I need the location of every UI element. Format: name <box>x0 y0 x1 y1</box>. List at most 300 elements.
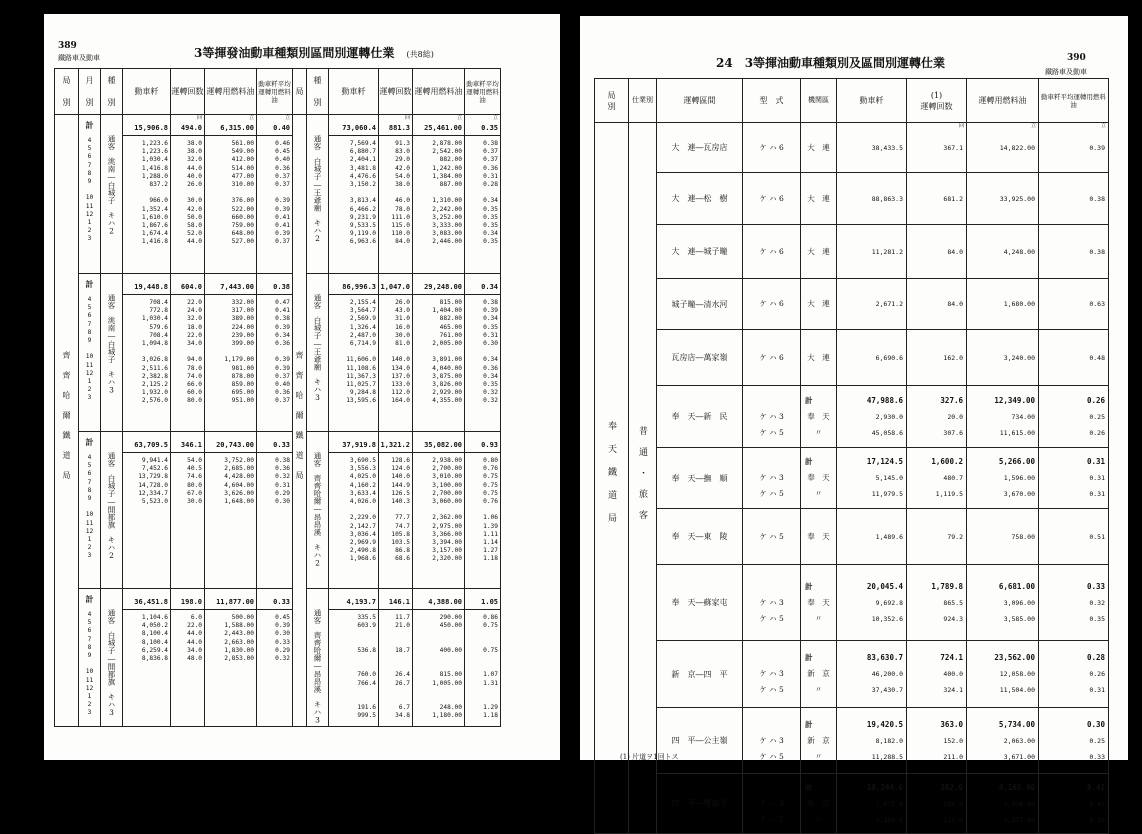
left-km-value: 1,223.6 <box>141 140 168 147</box>
left-runs-value: 38.0 <box>187 140 202 147</box>
right-avg-value <box>465 630 498 638</box>
fuel-value: 6,681.00 <box>998 581 1035 591</box>
left-fuel-value: 2,685.00 <box>224 465 254 473</box>
month-label: 10 <box>85 668 94 676</box>
km-value: 2,671.2 <box>875 300 903 308</box>
km-value: 20,045.4 <box>866 581 903 591</box>
left-avg-value: 0.38 <box>275 315 290 323</box>
avg-value: 0.26 <box>1086 395 1105 405</box>
right-avg-value: 1.18 <box>483 555 498 563</box>
section-label-right: 鐵路車及動車 <box>1045 68 1087 76</box>
right-avg-value: 1.31 <box>483 679 498 687</box>
fuel-value: 758.00 <box>1011 532 1035 541</box>
month-label: 4 <box>87 454 92 461</box>
left-kind-cell <box>101 115 123 274</box>
right-fuel-value <box>413 348 462 356</box>
left-avg-value: 0.29 <box>275 489 290 497</box>
left-km-value: 1,094.8 <box>141 339 168 347</box>
month-label: 10 <box>85 353 94 361</box>
month-label: 5 <box>87 304 92 312</box>
left-fuel-value: 527.00 <box>231 238 254 246</box>
left-fuel-value: 1,830.00 <box>224 646 254 654</box>
right-fuel-value: 3,157.00 <box>432 547 462 555</box>
right-avg-value: 0.34 <box>483 197 498 205</box>
fuel-value: 1,227.00 <box>1003 815 1035 824</box>
right-fuel-value: 3,060.00 <box>432 497 462 505</box>
cell-runs <box>907 330 967 386</box>
left-avg-value: 0.37 <box>275 180 290 188</box>
left-runs-value <box>171 671 202 679</box>
left-total-value: 19,448.8 <box>123 280 170 295</box>
right-avg-value: 0.36 <box>483 164 498 172</box>
route-row <box>595 641 1109 708</box>
right-runs-value: 43.0 <box>395 307 410 315</box>
right-fuel-value: 1,242.00 <box>432 164 462 172</box>
left-runs-value: 30.0 <box>187 197 202 205</box>
avg-value: 0.31 <box>1086 457 1105 466</box>
left-total-value: 15,906.8 <box>123 121 170 136</box>
left-avg-value: 0.38 <box>275 457 290 464</box>
right-runs-value: 21.0 <box>395 622 410 630</box>
right-km-value: 760.0 <box>357 671 376 679</box>
depot-value: 新 京 <box>807 669 830 678</box>
right-runs-value: 124.0 <box>391 465 410 473</box>
service-label: 普通・旅客 <box>637 425 647 531</box>
km-value: 19,420.5 <box>866 719 903 729</box>
left-fuel-value: 514.00 <box>231 164 254 172</box>
left-runs-value: 50.0 <box>187 213 202 221</box>
right-km-value: 9,231.9 <box>349 213 376 221</box>
right-avg-value: 0.36 <box>483 364 498 372</box>
section-cell <box>657 279 743 330</box>
month-label: 4 <box>87 611 92 618</box>
right-runs-value <box>379 688 410 696</box>
right-avg-value: 0.34 <box>483 372 498 380</box>
left-avg-cell <box>257 274 293 432</box>
runs-value: 20.0 <box>947 412 963 421</box>
right-runs-cell <box>379 115 413 274</box>
right-fuel-value: 3,366.00 <box>432 530 462 538</box>
total-label: 計 <box>85 280 94 289</box>
month-label: 5 <box>87 145 92 153</box>
section-cell <box>657 774 743 834</box>
left-avg-value: 0.47 <box>275 299 290 306</box>
month-label: 1 <box>87 377 92 385</box>
section-cell <box>657 708 743 774</box>
left-fuel-value <box>205 671 254 679</box>
cell-fuel <box>967 225 1039 279</box>
total-label: 計 <box>805 457 813 466</box>
right-avg-value: 0.75 <box>483 473 498 481</box>
type-value: ケ ハ 6 <box>759 352 784 362</box>
left-total-value: 7,443.00 <box>205 280 256 295</box>
right-fuel-value: 450.00 <box>439 622 462 630</box>
right-runs-value: 68.6 <box>395 555 410 563</box>
left-fuel-value: 695.00 <box>231 389 254 397</box>
right-km-value: 2,155.4 <box>349 299 376 306</box>
runs-value: 924.3 <box>943 614 963 623</box>
left-avg-value <box>257 712 290 720</box>
runs-value: 400.0 <box>943 670 963 678</box>
left-fuel-value: 2,853.00 <box>224 654 254 662</box>
km-value: 2,930.0 <box>875 412 903 421</box>
month-label: 2 <box>87 227 92 235</box>
type-value: ケ ハ 5 <box>759 613 784 623</box>
right-fuel-value <box>413 655 462 663</box>
right-km-value: 7,569.4 <box>349 140 376 147</box>
runs-value: 152.0 <box>943 736 963 745</box>
left-runs-value: 94.0 <box>187 356 202 364</box>
fuel-value: 23,562.00 <box>994 653 1035 662</box>
km-value: 11,979.5 <box>871 490 903 498</box>
fuel-value: 12,058.00 <box>999 670 1035 678</box>
right-runs-value <box>379 506 410 514</box>
left-avg-value: 0.31 <box>275 481 290 489</box>
right-fuel-value <box>413 630 462 638</box>
cell-type <box>743 565 801 641</box>
left-avg-value: 0.32 <box>275 473 290 481</box>
left-runs-value: 60.0 <box>187 389 202 397</box>
total-label: 計 <box>805 395 813 405</box>
left-runs-cell <box>171 432 205 589</box>
right-runs-value: 77.7 <box>395 514 410 522</box>
right-avg-cell <box>465 274 501 432</box>
left-fuel-value: 660.00 <box>231 213 254 221</box>
cell-depot <box>801 565 837 641</box>
right-runs-value: 112.0 <box>391 389 410 397</box>
header-cell: 運轉用燃料油 <box>967 79 1039 123</box>
right-fuel-value <box>413 506 462 514</box>
left-route-label: 通客 白城子―開都旗 キハ2 <box>107 452 116 560</box>
type-value: ケ ハ 6 <box>759 142 784 152</box>
right-fuel-value: 4,355.00 <box>432 397 462 405</box>
cell-fuel <box>967 509 1039 565</box>
runs-value: 162.0 <box>943 353 963 362</box>
cell-km <box>837 279 907 330</box>
right-avg-value: 0.38 <box>483 299 498 306</box>
right-avg-value <box>465 506 498 514</box>
section-label: 四 平―雙廟子 <box>671 799 728 808</box>
runs-value: 865.5 <box>943 598 963 607</box>
km-value: 11,288.5 <box>871 752 903 761</box>
header-cell: 運轉區間 <box>657 79 743 123</box>
cell-avg <box>1039 225 1109 279</box>
left-fuel-value <box>205 547 254 555</box>
left-runs-value <box>171 531 202 539</box>
right-km-value: 9,119.0 <box>349 230 376 238</box>
cell-km <box>837 386 907 448</box>
month-label: 12 <box>85 210 94 218</box>
page-title-left: 3等揮發油動車種類別區間別運轉仕業 (共8総) <box>194 46 434 60</box>
cell-fuel <box>967 641 1039 708</box>
left-runs-value: 6.0 <box>190 614 202 621</box>
cell-avg <box>1039 279 1109 330</box>
left-runs-value <box>171 523 202 531</box>
right-km-value <box>329 348 376 356</box>
left-runs-value: 67.0 <box>187 489 202 497</box>
right-km-value: 9,284.8 <box>349 389 376 397</box>
unit-label: 回 <box>404 115 410 121</box>
right-fuel-value: 1,310.00 <box>432 197 462 205</box>
month-label: 9 <box>87 494 92 502</box>
left-runs-value: 48.0 <box>187 654 202 662</box>
left-km-value <box>123 688 168 696</box>
right-total-value: 1,321.2 <box>379 438 412 453</box>
section-label: 大 連―城子疃 <box>671 247 728 256</box>
title-note: (共8総) <box>406 50 434 59</box>
header-cell: 月 別 <box>79 69 101 115</box>
left-km-value: 14,728.0 <box>138 481 168 489</box>
cell-type <box>743 774 801 834</box>
right-km-value: 603.9 <box>357 622 376 630</box>
bureau-label: 奉天鐵道局 <box>606 420 616 536</box>
right-runs-value <box>379 630 410 638</box>
cell-fuel <box>967 448 1039 509</box>
right-total-value: 29,248.00 <box>413 280 464 295</box>
route-row <box>595 279 1109 330</box>
right-km-value: 335.5 <box>357 614 376 621</box>
left-avg-value: 0.40 <box>275 380 290 388</box>
block-row <box>55 115 501 274</box>
depot-value: 〃 <box>814 685 823 694</box>
avg-value: 0.38 <box>1089 247 1105 256</box>
left-fuel-value <box>205 555 254 563</box>
left-fuel-value: 399.00 <box>231 339 254 347</box>
depot-value: 奉 天 <box>807 473 830 482</box>
left-avg-value <box>257 704 290 712</box>
right-runs-value: 140.0 <box>391 473 410 481</box>
cell-avg <box>1039 330 1109 386</box>
runs-value: 250.0 <box>943 799 963 808</box>
type-value <box>743 780 800 796</box>
right-fuel-cell <box>413 589 465 727</box>
right-avg-value: 0.75 <box>483 622 498 630</box>
month-label: 3 <box>87 709 92 717</box>
right-runs-cell <box>379 432 413 589</box>
depot-value: 奉 天 <box>807 597 830 607</box>
left-km-value: 12,334.7 <box>138 489 168 497</box>
depot-value: 新 京 <box>807 798 830 808</box>
right-total-value: 25,461.00 <box>413 121 464 136</box>
right-avg-value: 0.75 <box>483 481 498 489</box>
left-runs-cell <box>171 589 205 727</box>
left-avg-value: 0.40 <box>275 156 290 164</box>
cell-fuel <box>967 173 1039 225</box>
right-km-value: 3,150.2 <box>349 180 376 188</box>
left-km-value: 2,511.6 <box>141 364 168 372</box>
right-total-value: 37,919.8 <box>329 438 378 453</box>
right-fuel-value: 2,929.00 <box>432 389 462 397</box>
cell-km <box>837 330 907 386</box>
left-fuel-cell <box>205 589 257 727</box>
type-value: ケ ハ 3 <box>759 473 784 482</box>
route-row <box>595 774 1109 834</box>
left-km-value <box>123 663 168 671</box>
avg-value: 0.25 <box>1089 412 1105 421</box>
left-km-value: 1,288.0 <box>141 172 168 180</box>
month-label: 8 <box>87 486 92 494</box>
km-value: 38,433.5 <box>871 143 903 152</box>
right-avg-value <box>465 696 498 704</box>
cell-type <box>743 173 801 225</box>
cell-depot <box>801 225 837 279</box>
right-runs-value: 26.7 <box>395 679 410 687</box>
left-total-value: 346.1 <box>171 438 204 453</box>
left-runs-value: 38.0 <box>187 148 202 156</box>
left-total-value: 20,743.00 <box>205 438 256 453</box>
right-km-value: 6,963.6 <box>349 238 376 246</box>
right-avg-value: 1.06 <box>483 514 498 522</box>
right-fuel-value: 3,891.00 <box>432 356 462 364</box>
right-fuel-value: 290.00 <box>439 614 462 621</box>
right-km-value: 11,606.0 <box>346 356 376 364</box>
type-value: ケ ハ 5 <box>759 685 784 694</box>
avg-value: 0.63 <box>1089 300 1105 308</box>
left-km-value <box>123 547 168 555</box>
cell-km <box>837 565 907 641</box>
right-km-value: 3,036.4 <box>349 530 376 538</box>
runs-value: 1,789.8 <box>931 581 963 591</box>
fuel-value: 1,680.00 <box>1003 300 1035 308</box>
right-runs-value <box>379 655 410 663</box>
cell-fuel <box>967 708 1039 774</box>
right-fuel-value: 3,100.00 <box>432 481 462 489</box>
unit-label: 立 <box>1100 123 1106 129</box>
right-avg-value: 1.18 <box>483 712 498 720</box>
right-runs-value: 34.8 <box>395 712 410 720</box>
section-label: 奉 天―新 民 <box>671 412 728 421</box>
left-km-value <box>123 539 168 547</box>
left-runs-cell <box>171 115 205 274</box>
left-avg-value <box>257 531 290 539</box>
month-label: 9 <box>87 336 92 344</box>
month-label: 11 <box>85 676 94 684</box>
left-km-value <box>123 555 168 563</box>
cell-type <box>743 641 801 708</box>
left-fuel-value <box>205 523 254 531</box>
left-total-value: 36,451.8 <box>123 595 170 610</box>
left-km-value: 772.8 <box>149 307 168 315</box>
right-total-value: 0.35 <box>465 121 500 136</box>
right-fuel-value: 2,446.00 <box>432 238 462 246</box>
cell-km <box>837 225 907 279</box>
left-km-value: 579.6 <box>149 323 168 331</box>
bureau-cell <box>55 115 79 727</box>
left-runs-value: 22.0 <box>187 299 202 306</box>
right-total-value: 35,082.00 <box>413 438 464 453</box>
left-kind-cell <box>101 589 123 727</box>
cell-fuel <box>967 386 1039 448</box>
right-avg-value: 0.35 <box>483 380 498 388</box>
left-total-value: 0.33 <box>257 595 292 610</box>
right-total-value: 0.34 <box>465 280 500 295</box>
section-label-left: 鐵路車及動車 <box>58 54 100 62</box>
section-label: 奉 天―蘇家屯 <box>671 598 728 607</box>
fuel-value: 33,925.00 <box>999 194 1035 203</box>
left-fuel-value <box>205 712 254 720</box>
right-km-value: 6,880.7 <box>349 148 376 156</box>
avg-value: 0.26 <box>1089 670 1105 678</box>
right-avg-value: 0.34 <box>483 230 498 238</box>
header-cell: 局 別 <box>55 69 79 115</box>
month-label <box>79 503 100 511</box>
left-avg-value <box>257 506 290 514</box>
left-fuel-value: 376.00 <box>231 197 254 205</box>
left-avg-value: 0.36 <box>275 389 290 397</box>
right-fuel-value: 3,010.00 <box>432 473 462 481</box>
type-value: ケ ハ 6 <box>759 246 784 256</box>
left-km-value: 966.0 <box>149 197 168 205</box>
left-runs-value: 52.0 <box>187 230 202 238</box>
left-avg-value: 0.36 <box>275 339 290 347</box>
month-list <box>79 115 100 243</box>
left-km-value: 7,452.6 <box>141 465 168 473</box>
right-km-value: 4,026.0 <box>349 497 376 505</box>
type-value: ケ ハ 5 <box>759 489 784 498</box>
right-fuel-value: 3,083.00 <box>432 230 462 238</box>
total-label: 計 <box>85 121 94 130</box>
left-km-value: 8,100.4 <box>141 638 168 646</box>
km-value: 9,692.8 <box>875 598 903 607</box>
right-km-value: 2,490.8 <box>349 547 376 555</box>
right-km-cell <box>329 115 379 274</box>
left-total-value: 6,315.00 <box>205 121 256 136</box>
right-avg-value <box>465 348 498 356</box>
left-page <box>44 14 560 760</box>
left-km-value: 13,729.8 <box>138 473 168 481</box>
runs-value: 480.7 <box>943 474 963 482</box>
left-fuel-value: 500.00 <box>231 614 254 621</box>
fuel-value: 734.00 <box>1011 412 1035 421</box>
right-runs-value: 26.0 <box>395 299 410 306</box>
month-label: 5 <box>87 619 92 627</box>
page-title-right: 24 3等揮油動車種類別及區間別運轉仕業 <box>716 56 946 70</box>
cell-depot <box>801 279 837 330</box>
cell-avg <box>1039 173 1109 225</box>
header-cell: 仕業別 <box>629 79 657 123</box>
right-fuel-value <box>413 189 462 197</box>
left-runs-value: 42.0 <box>187 205 202 213</box>
left-km-value <box>123 680 168 688</box>
left-fuel-value: 549.00 <box>231 148 254 156</box>
right-runs-value: 38.0 <box>395 180 410 188</box>
month-label <box>79 345 100 353</box>
left-total-value: 198.0 <box>171 595 204 610</box>
total-label: 計 <box>805 719 813 729</box>
right-avg-value: 0.39 <box>483 307 498 315</box>
cell-fuel <box>967 565 1039 641</box>
left-avg-value: 0.33 <box>275 638 290 646</box>
cell-depot <box>801 330 837 386</box>
right-km-value: 2,487.0 <box>349 331 376 339</box>
left-route-label: 通客 洮南―白城子 キハ2 <box>107 135 116 236</box>
left-runs-cell <box>171 274 205 432</box>
km-value: 1,489.6 <box>875 532 903 541</box>
month-label: 7 <box>87 635 92 643</box>
route-row <box>595 509 1109 565</box>
left-fuel-value: 759.00 <box>231 221 254 229</box>
depot-value: 大 連 <box>807 142 830 152</box>
runs-value: 362.0 <box>940 782 963 792</box>
cell-type <box>743 386 801 448</box>
route-row <box>595 173 1109 225</box>
right-avg-value: 0.86 <box>483 614 498 621</box>
left-total-value: 0.40 <box>257 121 292 136</box>
cell-depot <box>801 641 837 708</box>
right-km-value: 3,481.8 <box>349 164 376 172</box>
right-runs-value: 128.6 <box>391 457 410 464</box>
runs-value: 1,119.5 <box>935 490 963 498</box>
